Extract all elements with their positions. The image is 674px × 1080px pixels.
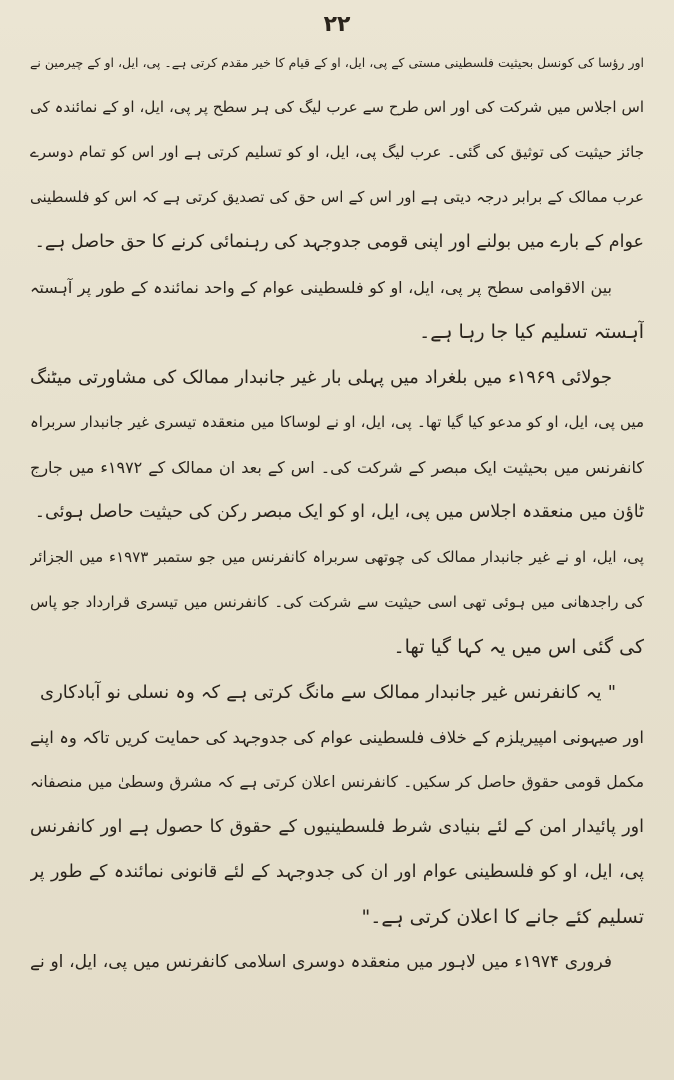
text-line: کی راجدھانی میں ہوئی تھی اسی حیثیت سے شرکت کی۔ کانفرنس میں تیسری قرارداد جو پاس bbox=[30, 593, 644, 611]
quote-line: اور پائیدار امن کے لئے بنیادی شرط فلسطینیوں کے حقوق کا حصول ہے اور کانفرنس bbox=[30, 817, 644, 837]
text-line: کانفرنس میں بحیثیت ایک مبصر کے شرکت کی۔ اس کے بعد ان ممالک کے ۱۹۷۲ء میں جارج bbox=[30, 458, 644, 477]
quote-line: پی، ایل، او کو فلسطینی عوام اور ان کی جدوجہد کے لئے قانونی نمائندہ کے طور پر bbox=[30, 862, 644, 882]
text-line: کی گئی اس میں یہ کہا گیا تھا۔ bbox=[393, 636, 644, 658]
page-body bbox=[30, 40, 644, 985]
text-line: جائز حیثیت کی توثیق کی گئی۔ عرب لیگ پی، ایل، او کو تسلیم کرتی ہے اور اس کو تمام دوسرے bbox=[30, 143, 644, 161]
text-line: اور رؤسا کی کونسل بحیثیت فلسطینی مستی کے پی، ایل، او کے قیام کا خیر مقدم کرتی ہے۔ پی، ایل، او کے چیرمین نے bbox=[30, 55, 644, 70]
quote-line: " یہ کانفرنس غیر جانبدار ممالک سے مانگ کرتی ہے کہ وہ نسلی نو آبادکاری bbox=[40, 682, 616, 703]
text-line: عوام کے بارے میں بولنے اور اپنی قومی جدوجہد کی رہنمائی کرنے کا حق حاصل ہے۔ bbox=[34, 232, 644, 252]
page-number: ۲۲ bbox=[323, 12, 351, 37]
text-line: بین الاقوامی سطح پر پی، ایل، او کو فلسطینی عوام کے واحد نمائندہ کے طور پر آہستہ bbox=[30, 278, 612, 297]
text-line: پی، ایل، او نے غیر جانبدار ممالک کی چوتھی سربراہ کانفرنس میں جو ستمبر ۱۹۷۳ء میں الجزائر bbox=[30, 548, 644, 566]
quote-line: مکمل قومی حقوق حاصل کر سکیں۔ کانفرنس اعلان کرتی ہے کہ مشرق وسطیٰ میں منصفانہ bbox=[30, 773, 644, 791]
quote-line: تسلیم کئے جانے کا اعلان کرتی ہے۔" bbox=[361, 906, 644, 928]
text-line: فروری ۱۹۷۴ء میں لاہور میں منعقدہ دوسری اسلامی کانفرنس میں پی، ایل، او نے bbox=[30, 952, 612, 972]
text-line: ٹاؤن میں منعقدہ اجلاس میں پی، ایل، او کو ایک مبصر رکن کی حیثیت حاصل ہوئی۔ bbox=[34, 502, 644, 522]
text-line: اس اجلاس میں شرکت کی اور اس طرح سے عرب لیگ کی ہر سطح پر پی، ایل، او کے نمائندہ کی bbox=[30, 98, 644, 116]
text-line: میں پی، ایل، او کو مدعو کیا گیا تھا۔ پی، ایل، او نے لوساکا میں منعقدہ تیسری غیر جانبدار سربراہ bbox=[30, 413, 644, 431]
text-line: عرب ممالک کے برابر درجہ دیتی ہے اور اس کے اس حق کی تصدیق کرتی ہے کہ اس کو فلسطینی bbox=[30, 188, 644, 206]
text-line: آہستہ تسلیم کیا جا رہا ہے۔ bbox=[419, 321, 644, 343]
quote-line: اور صیہونی امپیریلزم کے خلاف فلسطینی عوام کی جدوجہد کی حمایت کریں تاکہ وہ اپنے bbox=[30, 728, 644, 747]
text-line: جولائی ۱۹۶۹ء میں بلغراد میں پہلی بار غیر جانبدار ممالک کی مشاورتی میٹنگ bbox=[30, 367, 612, 388]
